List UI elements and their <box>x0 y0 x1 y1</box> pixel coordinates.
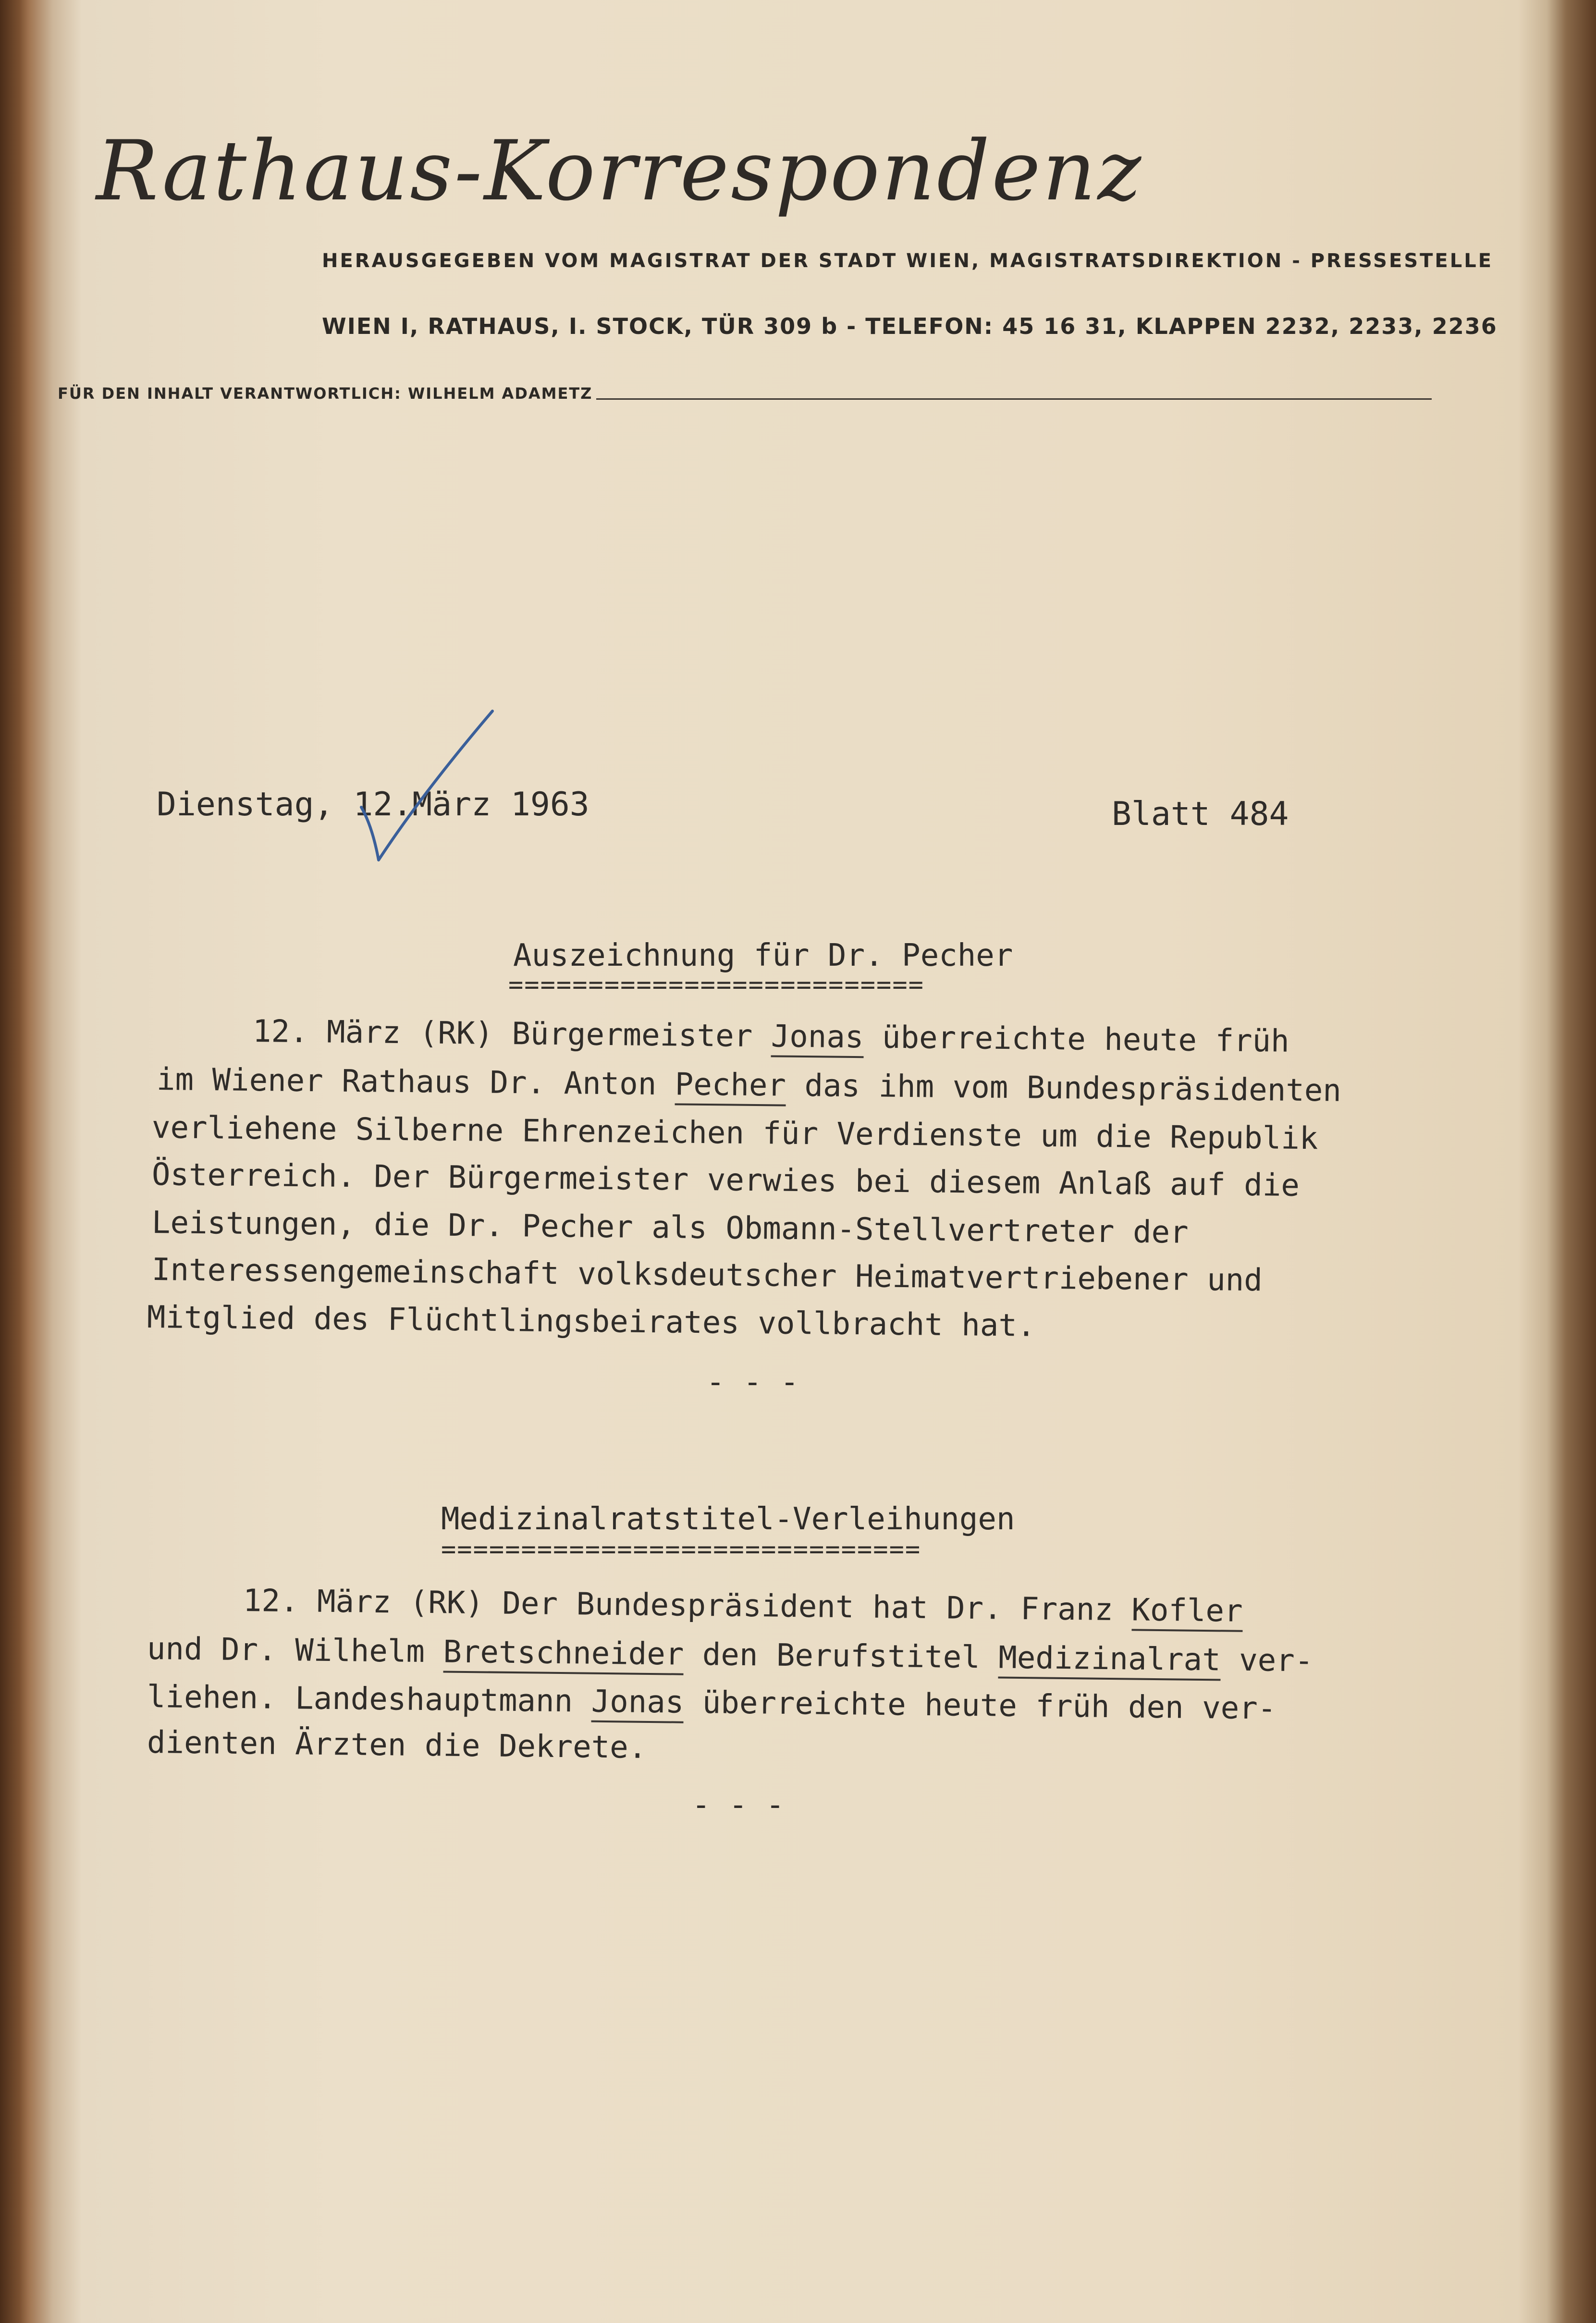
body-text-line <box>147 1631 1314 1679</box>
text-segment: liehen. Landeshauptmann <box>147 1679 592 1720</box>
text-segment: den Berufstitel <box>683 1636 999 1676</box>
underlined-name: Jonas <box>591 1684 684 1723</box>
sheet-number: Blatt 484 <box>1112 795 1289 833</box>
text-segment: verliehene Silberne Ehrenzeichen für Verdienste um die Republik <box>151 1110 1318 1157</box>
body-text-line <box>147 1300 1036 1344</box>
text-segment: 12. März (RK) Der Bundespräsident hat Dr. Franz <box>243 1583 1132 1628</box>
text-segment: Leistungen, die Dr. Pecher als Obmann-Stellvertreter der <box>151 1205 1189 1251</box>
text-segment: ver- <box>1220 1642 1314 1679</box>
body-text-line <box>157 1062 1342 1109</box>
body-text-line <box>152 1157 1300 1204</box>
text-segment: Mitglied des Flüchtlingsbeirates vollbracht hat. <box>147 1300 1036 1344</box>
body-text-line <box>152 1252 1263 1298</box>
text-segment: im Wiener Rathaus Dr. Anton <box>156 1062 675 1103</box>
text-segment: überreichte heute früh den ver- <box>683 1684 1277 1727</box>
body-text-line <box>152 1205 1189 1251</box>
text-segment: das ihm vom Bundespräsidenten <box>786 1068 1342 1109</box>
underlined-name: Pecher <box>675 1067 786 1106</box>
text-segment: 12. März (RK) Bürgermeister <box>252 1014 772 1055</box>
text-segment: Österreich. Der Bürgermeister verwies bei diesem Anlaß auf die <box>151 1157 1300 1204</box>
date-weekday: Dienstag, <box>157 786 334 823</box>
body-text-line <box>147 1725 647 1766</box>
underlined-name: Jonas <box>771 1019 863 1058</box>
underlined-name: Medizinalrat <box>998 1640 1221 1681</box>
underlined-name: Kofler <box>1131 1592 1243 1632</box>
body-text-line <box>253 1014 1289 1059</box>
publisher-line: HERAUSGEGEBEN VOM MAGISTRAT DER STADT WIEN, MAGISTRATSDIREKTION - PRESSESTELLE <box>322 250 1494 272</box>
article-heading: Medizinalratstitel-Verleihungen <box>441 1501 1015 1537</box>
pen-checkmark-icon <box>351 706 504 870</box>
underlined-name: Bretschneider <box>443 1634 684 1675</box>
text-segment: Interessengemeinschaft volksdeutscher Heimatvertriebener und <box>151 1252 1263 1299</box>
date-day: 12. <box>353 786 413 823</box>
letterhead-title: Rathaus-Korrespondenz <box>96 123 1143 219</box>
body-text-line <box>243 1583 1243 1629</box>
article-heading: Auszeichnung für Dr. Pecher <box>513 938 1013 973</box>
text-segment: und Dr. Wilhelm <box>147 1631 443 1670</box>
heading-underline-rule: ============================== <box>441 1535 921 1564</box>
body-text-line <box>147 1679 1277 1727</box>
text-segment: überreichte heute früh <box>863 1020 1290 1059</box>
responsible-editor-row <box>58 384 1432 403</box>
text-segment: dienten Ärzten die Dekrete. <box>147 1725 647 1766</box>
address-line: WIEN I, RATHAUS, I. STOCK, TÜR 309 b - TELEFON: 45 16 31, KLAPPEN 2232, 2233, 2236 <box>322 313 1498 339</box>
date-month-year: März 1963 <box>412 786 589 823</box>
heading-underline-rule: ========================== <box>508 971 924 999</box>
body-text-line <box>152 1110 1318 1156</box>
letterhead-rule <box>596 398 1432 400</box>
article-separator: - - - <box>692 1787 785 1823</box>
responsible-editor-text: FÜR DEN INHALT VERANTWORTLICH: WILHELM ADAMETZ <box>58 384 593 403</box>
article-separator: - - - <box>706 1364 799 1400</box>
